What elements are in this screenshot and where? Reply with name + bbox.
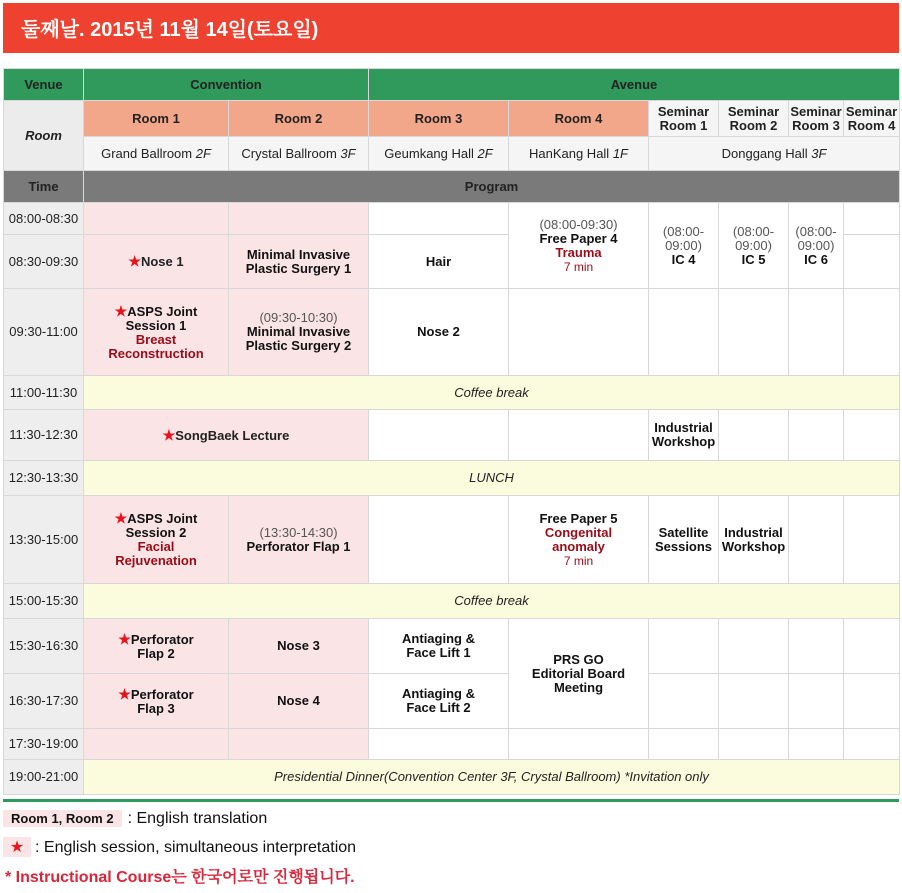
empty-cell xyxy=(84,203,229,235)
session-hair: Hair xyxy=(369,235,509,289)
session-satellite-sessions: Satellite Sessions xyxy=(649,496,719,584)
time-slot: 13:30-15:00 xyxy=(4,496,84,584)
session-free-paper-5: Free Paper 5 Congenital anomaly 7 min xyxy=(509,496,649,584)
time-slot: 16:30-17:30 xyxy=(4,674,84,729)
empty-cell xyxy=(844,289,900,376)
session-antiaging-2: Antiaging & Face Lift 2 xyxy=(369,674,509,729)
empty-cell xyxy=(844,496,900,584)
session-mis-1: Minimal Invasive Plastic Surgery 1 xyxy=(229,235,369,289)
session-asps-joint-2: ★ASPS Joint Session 2 Facial Rejuvenation xyxy=(84,496,229,584)
time-slot: 09:30-11:00 xyxy=(4,289,84,376)
page-title: 둘째날. 2015년 11월 14일(토요일) xyxy=(3,3,899,53)
time-header: Time xyxy=(4,171,84,203)
empty-cell xyxy=(649,729,719,760)
empty-cell xyxy=(844,729,900,760)
session-mis-2: (09:30-10:30) Minimal Invasive Plastic Surgery 2 xyxy=(229,289,369,376)
session-perforator-flap-2: ★Perforator Flap 2 xyxy=(84,619,229,674)
empty-cell xyxy=(789,729,844,760)
empty-cell xyxy=(84,729,229,760)
seminar-room-2-header: Seminar Room 2 xyxy=(719,101,789,137)
time-slot: 12:30-13:30 xyxy=(4,461,84,496)
schedule-table xyxy=(3,68,900,795)
empty-cell xyxy=(719,619,789,674)
english-session-star-icon: ★ xyxy=(162,426,176,443)
empty-cell xyxy=(649,674,719,729)
presidential-dinner-row: Presidential Dinner(Convention Center 3F, Crystal Ballroom) *Invitation only xyxy=(84,760,900,795)
time-slot: 08:00-08:30 xyxy=(4,203,84,235)
time-slot: 11:00-11:30 xyxy=(4,376,84,410)
divider xyxy=(3,799,899,802)
room-2-header: Room 2 xyxy=(229,101,369,137)
hall-crystal-ballroom: Crystal Ballroom 3F xyxy=(229,137,369,171)
seminar-room-3-header: Seminar Room 3 xyxy=(789,101,844,137)
time-slot: 19:00-21:00 xyxy=(4,760,84,795)
hall-geumkang: Geumkang Hall 2F xyxy=(369,137,509,171)
legend-translation-text: : English translation xyxy=(127,810,268,827)
time-slot: 15:00-15:30 xyxy=(4,584,84,619)
empty-cell xyxy=(509,410,649,461)
english-session-star-icon: ★ xyxy=(118,685,131,702)
time-slot: 15:30-16:30 xyxy=(4,619,84,674)
time-slot: 11:30-12:30 xyxy=(4,410,84,461)
empty-cell xyxy=(719,729,789,760)
legend-swatch-translation: Room 1, Room 2 xyxy=(3,810,122,827)
session-ic-4: (08:00- 09:00) IC 4 xyxy=(649,203,719,289)
seminar-room-1-header: Seminar Room 1 xyxy=(649,101,719,137)
empty-cell xyxy=(649,289,719,376)
empty-cell xyxy=(649,619,719,674)
empty-cell xyxy=(789,496,844,584)
empty-cell xyxy=(719,410,789,461)
session-antiaging-1: Antiaging & Face Lift 1 xyxy=(369,619,509,674)
empty-cell xyxy=(789,410,844,461)
session-industrial-workshop-2: Industrial Workshop xyxy=(719,496,789,584)
session-perforator-flap-3: ★Perforator Flap 3 xyxy=(84,674,229,729)
star-icon: ★ xyxy=(3,837,31,857)
empty-cell xyxy=(844,203,900,235)
session-ic-5: (08:00- 09:00) IC 5 xyxy=(719,203,789,289)
session-free-paper-4: (08:00-09:30) Free Paper 4 Trauma 7 min xyxy=(509,203,649,289)
english-session-star-icon: ★ xyxy=(114,302,128,319)
empty-cell xyxy=(229,203,369,235)
seminar-room-4-header: Seminar Room 4 xyxy=(844,101,900,137)
venue-header: Venue xyxy=(4,69,84,101)
english-session-star-icon: ★ xyxy=(128,253,141,269)
empty-cell xyxy=(509,289,649,376)
session-asps-joint-1: ★ASPS Joint Session 1 Breast Reconstruction xyxy=(84,289,229,376)
session-industrial-workshop: Industrial Workshop xyxy=(649,410,719,461)
empty-cell xyxy=(369,410,509,461)
session-nose-4: Nose 4 xyxy=(229,674,369,729)
empty-cell xyxy=(719,289,789,376)
empty-cell xyxy=(844,674,900,729)
empty-cell xyxy=(789,674,844,729)
empty-cell xyxy=(789,619,844,674)
empty-cell xyxy=(509,729,649,760)
room-label: Room xyxy=(4,101,84,171)
empty-cell xyxy=(844,619,900,674)
instructional-course-note: * Instructional Course는 한국어로만 진행됩니다. xyxy=(5,869,355,886)
room-4-header: Room 4 xyxy=(509,101,649,137)
session-songbaek-lecture: ★SongBaek Lecture xyxy=(84,410,369,461)
empty-cell xyxy=(229,729,369,760)
lunch-row: LUNCH xyxy=(84,461,900,496)
empty-cell xyxy=(369,729,509,760)
room-1-header: Room 1 xyxy=(84,101,229,137)
empty-cell xyxy=(369,496,509,584)
empty-cell xyxy=(719,674,789,729)
legend-english-session-text: : English session, simultaneous interpretation xyxy=(35,839,357,856)
time-slot: 08:30-09:30 xyxy=(4,235,84,289)
room-3-header: Room 3 xyxy=(369,101,509,137)
program-header: Program xyxy=(84,171,900,203)
avenue-header: Avenue xyxy=(369,69,900,101)
time-slot: 17:30-19:00 xyxy=(4,729,84,760)
hall-hankang: HanKang Hall 1F xyxy=(509,137,649,171)
english-session-star-icon: ★ xyxy=(118,630,131,647)
empty-cell xyxy=(844,410,900,461)
hall-donggang: Donggang Hall 3F xyxy=(649,137,900,171)
empty-cell xyxy=(789,289,844,376)
coffee-break-row: Coffee break xyxy=(84,584,900,619)
empty-cell xyxy=(844,235,900,289)
english-session-star-icon: ★ xyxy=(114,510,128,526)
session-nose-3: Nose 3 xyxy=(229,619,369,674)
session-perforator-flap-1: (13:30-14:30) Perforator Flap 1 xyxy=(229,496,369,584)
hall-grand-ballroom: Grand Ballroom 2F xyxy=(84,137,229,171)
coffee-break-row: Coffee break xyxy=(84,376,900,410)
session-nose-2: Nose 2 xyxy=(369,289,509,376)
session-ic-6: (08:00- 09:00) IC 6 xyxy=(789,203,844,289)
session-nose-1: ★Nose 1 xyxy=(84,235,229,289)
convention-header: Convention xyxy=(84,69,369,101)
empty-cell xyxy=(369,203,509,235)
legend-translation xyxy=(3,810,267,828)
session-prs-go-meeting: PRS GO Editorial Board Meeting xyxy=(509,619,649,729)
legend-english-session xyxy=(3,837,356,857)
